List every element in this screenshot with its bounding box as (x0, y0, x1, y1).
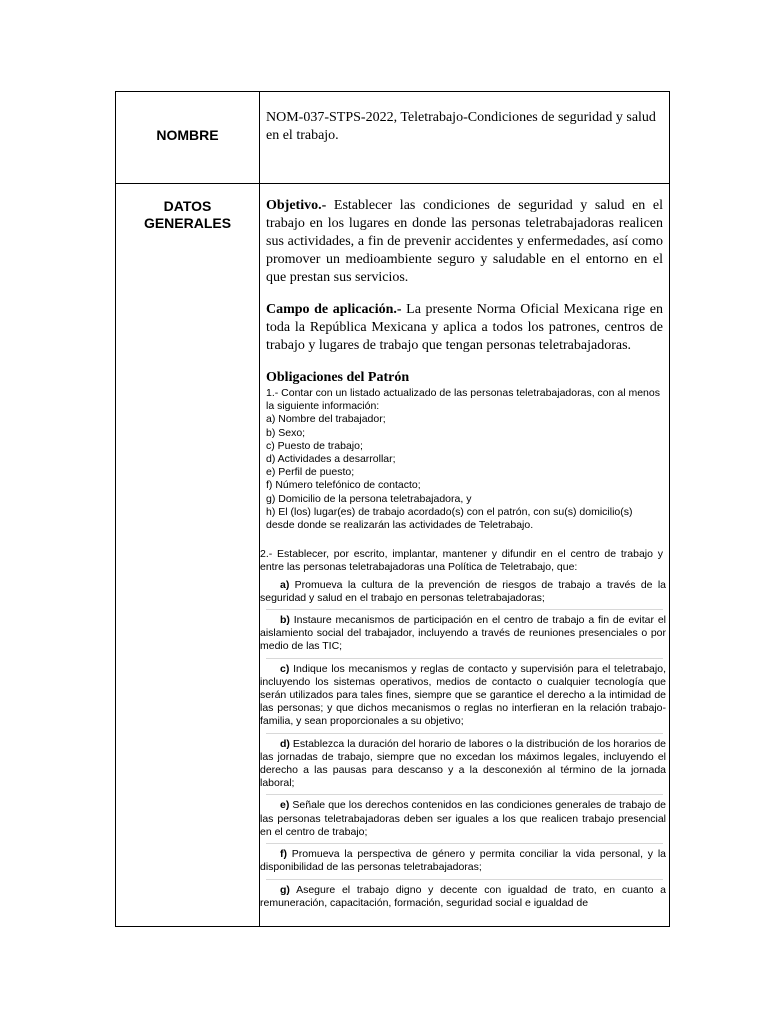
subitem-letter: g) (280, 883, 290, 896)
subitem-letter: c) (280, 662, 290, 675)
subitem-a (260, 579, 666, 605)
cell-nombre (260, 92, 669, 183)
campo-title: Campo de aplicación.- (266, 302, 402, 317)
objetivo-title: Objetivo.- (266, 198, 327, 213)
list-item: h) El (los) lugar(es) de trabajo acordado(s) con el patrón, con su(s) domicilio(s) desde donde se realizarán las actividades de Teletrabajo. (266, 505, 633, 532)
subitem-letter: a) (280, 578, 290, 591)
item1 (266, 387, 663, 532)
subitem-text: Establezca la duración del horario de labores o la distribución de los horarios de las jornadas de trabajo, siempre que no excedan los máximos legales, incluyendo el derecho a las pausas para descanso y a la desconexión al término de la jornada laboral; (260, 737, 667, 790)
subitem-text: Indique los mecanismos y reglas de contacto y supervisión para el teletrabajo, incluyendo los sistemas operativos, medios de contacto o cualquier tecnología que serán utilizados para tales fines, siempre que se garantice el derecho a la intimidad de las personas; y que dichos mecanismos o reglas no interfieran en la relación trabajo-familia, y sean proporcionales a su objetivo; (260, 662, 666, 728)
subitem-text: Asegure el trabajo digno y decente con igualdad de trato, en cuanto a remuneración, capacitación, formación, seguridad social e igualdad de (260, 883, 666, 909)
subitem-text: Promueva la cultura de la prevención de riesgos de trabajo a través de la seguridad y salud en el trabajo en personas teletrabajadoras; (260, 578, 667, 604)
divider (266, 843, 663, 844)
subitem-text: Promueva la perspectiva de género y permita conciliar la vida personal, y la disponibilidad de las personas teletrabajadoras; (260, 848, 666, 874)
divider (266, 658, 663, 659)
subitem-b (260, 614, 666, 654)
divider (266, 609, 663, 610)
obligaciones-title: Obligaciones del Patrón (266, 370, 410, 385)
label-datos-line1: DATOS (163, 198, 212, 214)
list-item: b) Sexo; (266, 426, 306, 439)
divider (266, 733, 663, 734)
subitem-f (260, 848, 666, 874)
label-datos-generales (116, 198, 259, 232)
subitem-d (260, 738, 666, 791)
row-nombre (116, 92, 669, 184)
item2-subitems (260, 578, 667, 910)
subitem-text: Señale que los derechos contenidos en las condiciones generales de trabajo de las personas teletrabajadoras deben ser iguales a los que realicen trabajo presencial en el centro de trabajo; (260, 799, 666, 838)
campo-text: La presente Norma Oficial Mexicana rige en toda la República Mexicana y aplica a todos los patrones, centros de trabajo y lugares de trabajo que tengan personas teletrabajadoras. (266, 302, 664, 353)
list-item: g) Domicilio de la persona teletrabajadora, y (266, 492, 472, 505)
subitem-letter: d) (280, 737, 290, 750)
item1-intro: 1.- Contar con un listado actualizado de las personas teletrabajadoras, con al menos la siguiente información: (266, 387, 660, 413)
objetivo-paragraph (266, 197, 663, 287)
subitem-letter: b) (280, 614, 290, 627)
document-table (115, 91, 670, 927)
list-item: c) Puesto de trabajo; (266, 439, 363, 452)
subitem-letter: f) (280, 848, 287, 861)
subitem-e (260, 799, 666, 839)
list-item: f) Número telefónico de contacto; (266, 479, 421, 492)
norm-title: NOM-037-STPS-2022, Teletrabajo-Condiciones de seguridad y salud en el trabajo. (266, 110, 656, 143)
item2-intro: 2.- Establecer, por escrito, implantar, mantener y difundir en el centro de trabajo y entre las personas teletrabajadoras una Política de Teletrabajo, que: (260, 548, 663, 574)
objetivo-text: Establecer las condiciones de seguridad y salud en el trabajo en los lugares en donde las personas teletrabajadoras realicen sus actividades, a fin de prevenir accidentes y enfermedades, así como promover un medioambiente seguro y saludable en el entorno en el que prestan sus servicios. (266, 198, 664, 285)
subitem-text: Instaure mecanismos de participación en el centro de trabajo a fin de evitar el aislamiento social del trabajador, incluyendo a través de reuniones presenciales o por medio de las TIC; (260, 614, 666, 653)
list-item: d) Actividades a desarrollar; (266, 453, 396, 466)
campo-paragraph (266, 301, 663, 355)
label-datos-line2: GENERALES (143, 215, 232, 231)
divider (266, 794, 663, 795)
row-datos-generales (116, 184, 669, 926)
subitem-g (260, 884, 666, 910)
label-nombre: NOMBRE (156, 127, 219, 143)
list-item: a) Nombre del trabajador; (266, 413, 386, 426)
item1-list (266, 413, 663, 532)
datos-content (260, 197, 667, 910)
cell-datos-generales (260, 184, 669, 926)
list-item: e) Perfil de puesto; (266, 466, 355, 479)
subitem-letter: e) (280, 799, 290, 812)
subitem-c (260, 663, 666, 729)
divider (266, 879, 663, 880)
